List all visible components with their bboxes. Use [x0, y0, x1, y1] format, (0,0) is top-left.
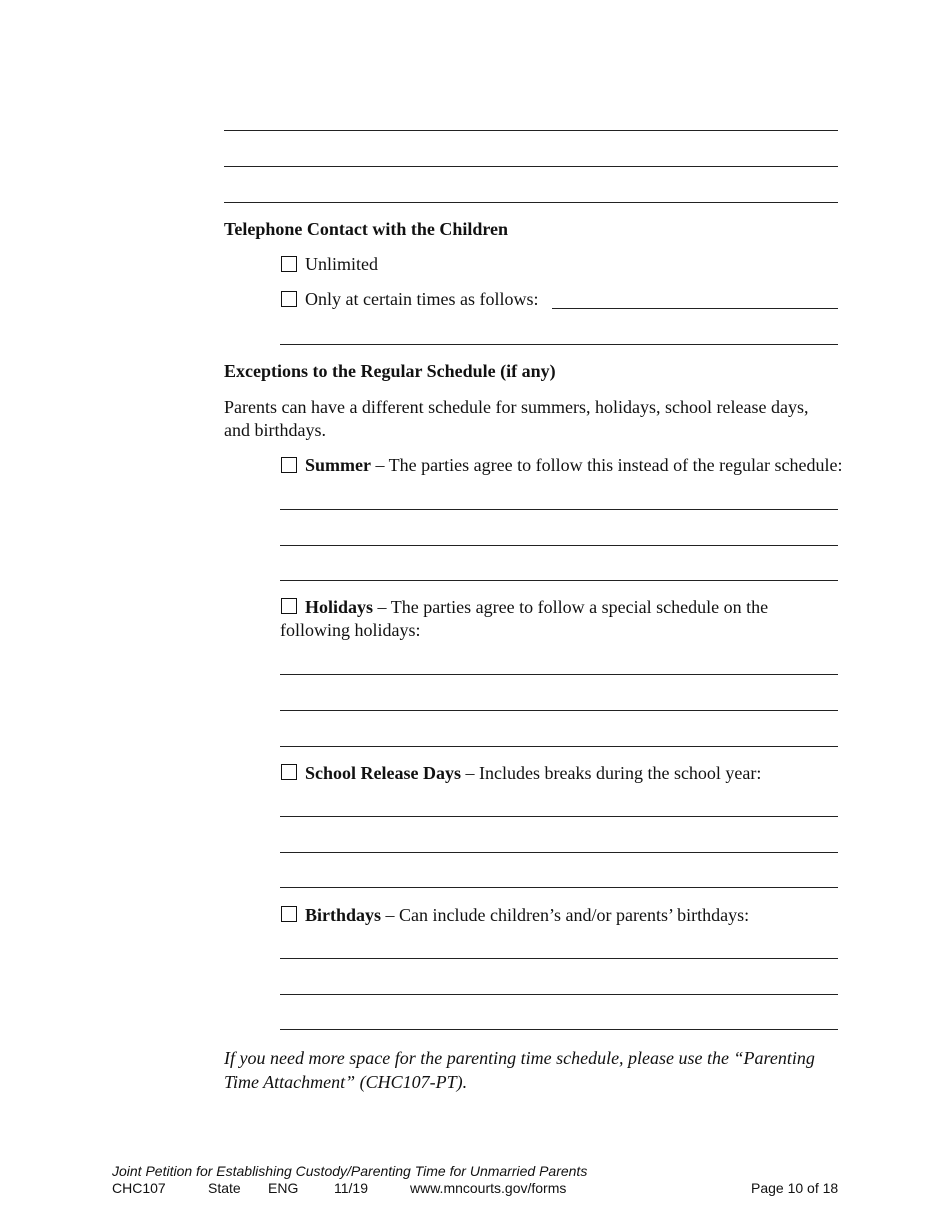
school-release-blank-line[interactable]: [280, 887, 838, 888]
footer-revision-date: 11/19: [334, 1180, 368, 1196]
blank-line[interactable]: [224, 202, 838, 203]
school-release-option: [305, 762, 761, 785]
unlimited-checkbox[interactable]: [281, 256, 297, 272]
exceptions-intro-line1: Parents can have a different schedule for summers, holidays, school release days,: [224, 397, 809, 417]
holidays-checkbox[interactable]: [281, 598, 297, 614]
holidays-blank-line[interactable]: [280, 710, 838, 711]
exceptions-intro-line2: and birthdays.: [224, 420, 326, 440]
birthdays-description: – Can include children’s and/or parents’ birthdays:: [381, 905, 750, 925]
summer-blank-line[interactable]: [280, 545, 838, 546]
holidays-blank-line[interactable]: [280, 674, 838, 675]
school-release-description: – Includes breaks during the school year:: [461, 763, 762, 783]
footer-form-title: Joint Petition for Establishing Custody/Parenting Time for Unmarried Parents: [112, 1163, 588, 1179]
blank-line[interactable]: [280, 344, 838, 345]
footer-state: State: [208, 1180, 241, 1196]
birthdays-blank-line[interactable]: [280, 994, 838, 995]
certain-times-label: Only at certain times as follows:: [305, 289, 539, 309]
footer-form-code: CHC107: [112, 1180, 166, 1196]
holidays-description: – The parties agree to follow a special schedule on the: [373, 597, 769, 617]
summer-checkbox[interactable]: [281, 457, 297, 473]
unlimited-label: Unlimited: [305, 254, 378, 274]
school-release-label: School Release Days: [305, 763, 461, 783]
summer-option: [305, 454, 843, 477]
footer-language: ENG: [268, 1180, 299, 1196]
holidays-option: [305, 596, 768, 619]
birthdays-blank-line[interactable]: [280, 1029, 838, 1030]
summer-description: – The parties agree to follow this instead of the regular schedule:: [371, 455, 843, 475]
blank-line[interactable]: [224, 166, 838, 167]
footer-url: www.mncourts.gov/forms: [410, 1180, 567, 1196]
summer-blank-line[interactable]: [280, 580, 838, 581]
blank-line[interactable]: [224, 130, 838, 131]
birthdays-blank-line[interactable]: [280, 958, 838, 959]
school-release-blank-line[interactable]: [280, 852, 838, 853]
school-release-checkbox[interactable]: [281, 764, 297, 780]
exceptions-heading: Exceptions to the Regular Schedule (if any): [224, 361, 556, 381]
summer-label: Summer: [305, 455, 371, 475]
birthdays-checkbox[interactable]: [281, 906, 297, 922]
summer-blank-line[interactable]: [280, 509, 838, 510]
holidays-label: Holidays: [305, 597, 374, 617]
footer-page-number: Page 10 of 18: [751, 1180, 839, 1196]
more-space-note-line2: Time Attachment” (CHC107-PT).: [224, 1072, 468, 1092]
telephone-heading: Telephone Contact with the Children: [224, 219, 509, 239]
certain-times-blank-line[interactable]: [552, 308, 838, 309]
birthdays-label: Birthdays: [305, 905, 382, 925]
certain-times-checkbox[interactable]: [281, 291, 297, 307]
school-release-blank-line[interactable]: [280, 816, 838, 817]
holidays-blank-line[interactable]: [280, 746, 838, 747]
holidays-description-line2: following holidays:: [280, 620, 421, 640]
more-space-note-line1: If you need more space for the parenting time schedule, please use the “Parenting: [224, 1048, 815, 1068]
birthdays-option: [305, 904, 749, 927]
